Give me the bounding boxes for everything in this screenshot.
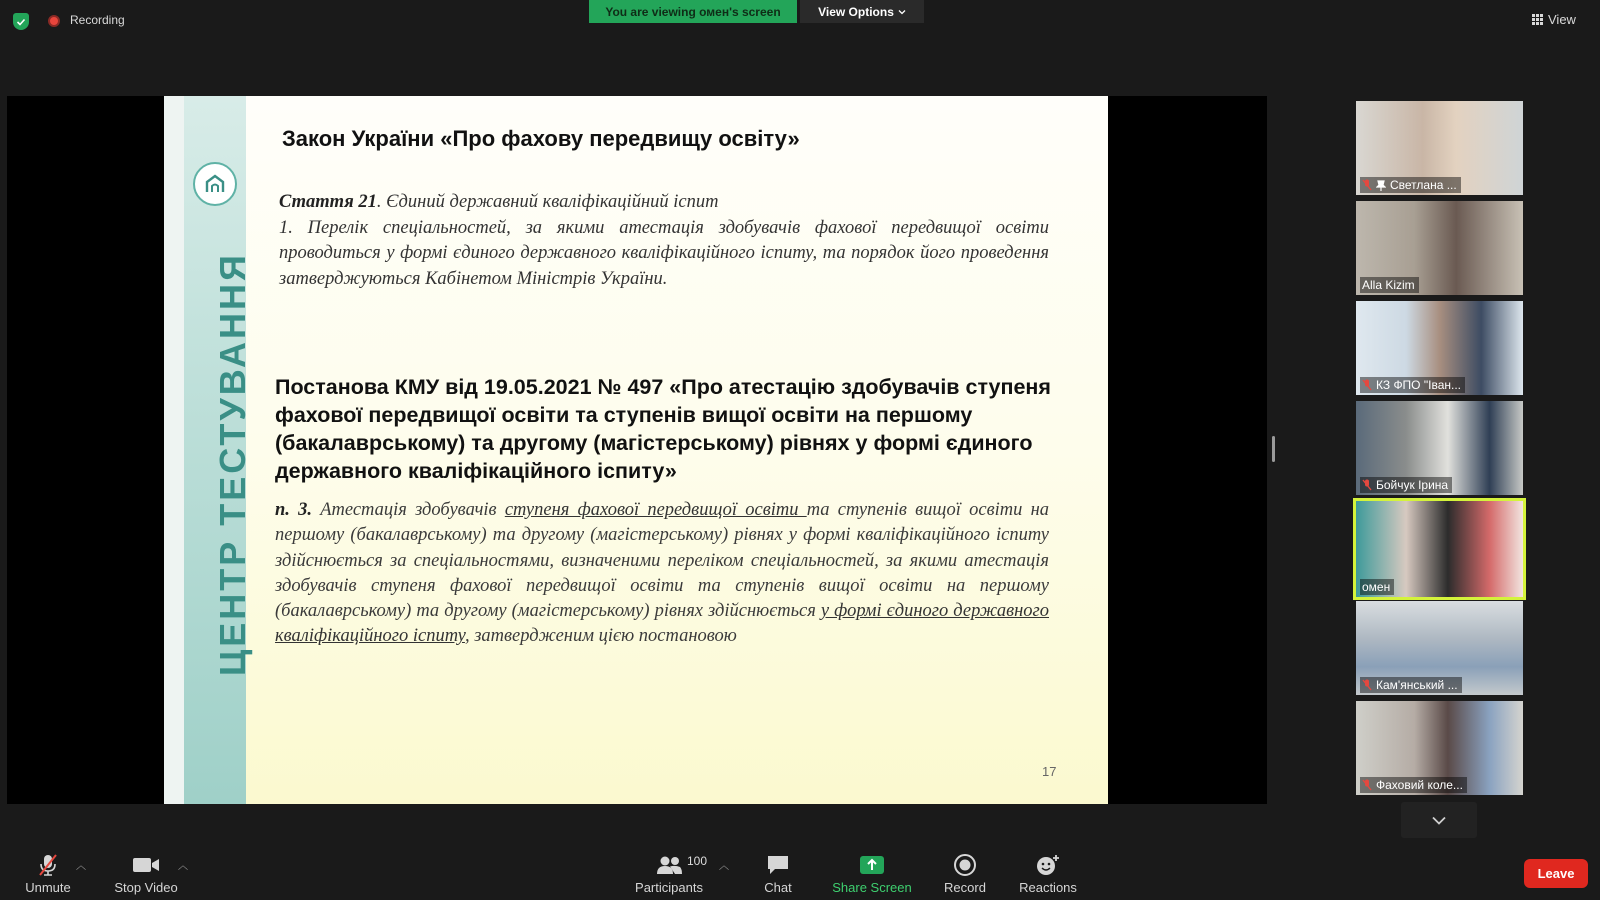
participants-options-caret-icon[interactable]: ︿ bbox=[719, 861, 729, 872]
participants-button[interactable] bbox=[632, 838, 706, 900]
unmute-label: Unmute bbox=[25, 880, 71, 895]
chevron-down-icon bbox=[1432, 816, 1446, 825]
splitter-handle[interactable] bbox=[1272, 436, 1275, 462]
video-camera-icon bbox=[132, 855, 160, 875]
muted-mic-icon bbox=[1362, 679, 1372, 691]
security-shield-icon[interactable] bbox=[13, 13, 29, 30]
view-options-label: View Options bbox=[818, 4, 894, 19]
video-tile[interactable] bbox=[1356, 201, 1523, 295]
video-tile[interactable] bbox=[1356, 301, 1523, 395]
participant-name: омен bbox=[1362, 580, 1391, 594]
participant-name: КЗ ФПО "Іван... bbox=[1376, 378, 1461, 392]
muted-mic-icon bbox=[1362, 179, 1372, 191]
chat-label: Chat bbox=[764, 880, 792, 895]
meeting-toolbar bbox=[0, 838, 1600, 900]
viewing-screen-banner: You are viewing омен's screen bbox=[589, 0, 797, 23]
video-tile[interactable] bbox=[1356, 401, 1523, 495]
view-label: View bbox=[1548, 11, 1576, 27]
share-screen-button[interactable] bbox=[830, 838, 914, 900]
article-heading-rest: . Єдиний державний кваліфікаційний іспит bbox=[376, 192, 719, 212]
reactions-smiley-icon bbox=[1035, 853, 1061, 877]
stop-video-button[interactable] bbox=[112, 838, 180, 900]
view-button[interactable] bbox=[1532, 9, 1576, 29]
share-screen-label: Share Screen bbox=[832, 880, 912, 895]
participants-label: Participants bbox=[635, 880, 703, 895]
muted-mic-icon bbox=[1362, 479, 1372, 491]
reactions-button[interactable] bbox=[1016, 838, 1080, 900]
article-heading-bold: Стаття 21 bbox=[279, 192, 377, 212]
participant-name: Бойчук Ірина bbox=[1376, 478, 1449, 492]
shared-screen bbox=[7, 96, 1267, 804]
video-tile[interactable] bbox=[1356, 601, 1523, 695]
testing-center-logo bbox=[193, 162, 237, 206]
muted-mic-icon bbox=[37, 853, 59, 877]
record-icon bbox=[953, 853, 977, 877]
decree-title: Постанова КМУ від 19.05.2021 № 497 «Про атестацію здобувачів ступеня фахової передвищої освіти та ступенів вищої освіти на першому (бакалаврському) та другому (магістерському) рівнях у формі єдиного державного кваліфікаційного іспиту» bbox=[275, 375, 1051, 483]
video-options-caret-icon[interactable]: ︿ bbox=[178, 861, 188, 872]
point-label: п. 3. bbox=[275, 500, 312, 520]
point-text-3: , затвердженим цією постановою bbox=[464, 626, 737, 647]
video-tile[interactable] bbox=[1356, 101, 1523, 195]
stop-video-label: Stop Video bbox=[114, 880, 178, 895]
point-text-1: Атестація здобувачів bbox=[312, 500, 505, 520]
article-body: 1. Перелік спеціальностей, за якими атестація здобувачів фахової передвищої освіти проводиться у формі єдиного державного кваліфікаційного іспиту, та порядок його проведення затверджуються Кабінетом Міністрів України. bbox=[279, 217, 1049, 289]
video-tile[interactable] bbox=[1356, 701, 1523, 795]
recording-icon[interactable] bbox=[48, 15, 60, 27]
leave-button[interactable]: Leave bbox=[1524, 859, 1588, 888]
reactions-label: Reactions bbox=[1019, 880, 1077, 895]
decree-point-3 bbox=[275, 498, 1049, 650]
slide-title: Закон України «Про фахову передвищу освіту» bbox=[282, 126, 800, 151]
top-bar bbox=[0, 0, 1600, 40]
presentation-slide bbox=[164, 96, 1108, 804]
muted-mic-icon bbox=[1362, 779, 1372, 791]
chat-bubble-icon bbox=[766, 854, 790, 876]
point-underline-2: у формі єдиного державного кваліфікаційного іспиту bbox=[275, 601, 1049, 647]
audio-options-caret-icon[interactable]: ︿ bbox=[76, 861, 86, 872]
recording-label: Recording bbox=[70, 13, 125, 27]
unmute-button[interactable] bbox=[20, 838, 76, 900]
participant-name: Светлана ... bbox=[1390, 178, 1457, 192]
point-underline-1: ступеня фахової передвищої освіти bbox=[504, 500, 807, 520]
view-options-button[interactable] bbox=[800, 0, 924, 23]
pin-icon bbox=[1376, 180, 1386, 191]
participant-name: Фаховий коле... bbox=[1376, 778, 1463, 792]
participant-name: Кам'янський ... bbox=[1376, 678, 1458, 692]
participants-count: 100 bbox=[687, 854, 708, 868]
vertical-title: ЦЕНТР ТЕСТУВАННЯ bbox=[212, 252, 253, 676]
chat-button[interactable] bbox=[756, 838, 800, 900]
chevron-down-icon bbox=[898, 9, 906, 15]
participant-name: Alla Kizim bbox=[1362, 278, 1415, 292]
active-speaker-tile[interactable] bbox=[1353, 498, 1526, 600]
record-label: Record bbox=[944, 880, 986, 895]
slide-page-number: 17 bbox=[1042, 764, 1057, 779]
article-21-text bbox=[279, 190, 1049, 292]
record-button[interactable] bbox=[938, 838, 992, 900]
participants-icon bbox=[655, 855, 683, 875]
muted-mic-icon bbox=[1362, 379, 1372, 391]
scroll-down-button[interactable] bbox=[1401, 802, 1477, 838]
share-screen-icon bbox=[859, 854, 885, 876]
gallery-grid-icon bbox=[1532, 14, 1543, 25]
point-text-2: та ступенів вищої освіти на першому (бакалаврському) та другому (магістерському) рівнях у формі кваліфікаційного іспиту здійснюється за спеціальностями, визначеними переліком спеціальностей, за якими атестація здобувачів ступеня фахової передвищої освіти та ступенів вищої освіти на першому (бакалаврському) та другому (магістерському) рівнях здійснюється bbox=[275, 500, 1050, 622]
